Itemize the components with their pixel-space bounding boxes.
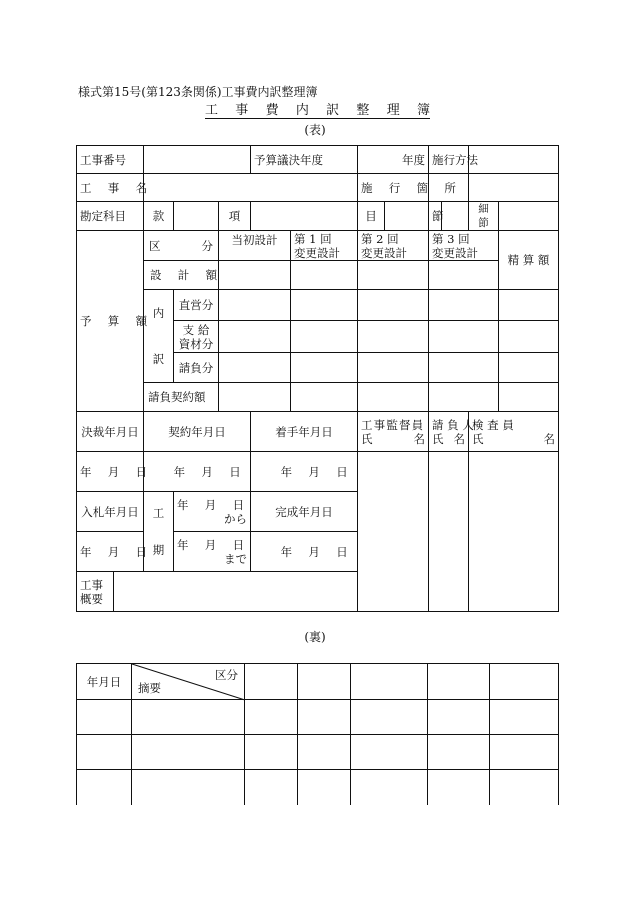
label-moku: 目: [358, 202, 385, 231]
value-kessai-date[interactable]: 年 月 日: [77, 452, 144, 492]
value-koji-bango[interactable]: [144, 146, 251, 174]
value-chokuei-h2[interactable]: [358, 290, 429, 321]
back-cell[interactable]: [428, 735, 490, 770]
back-cell[interactable]: [245, 770, 298, 805]
koki-start-ymd: 年 月 日: [177, 497, 251, 512]
label-yosan-gaku: 予 算 額: [77, 231, 144, 412]
label-kansei-date: 完成年月日: [251, 492, 358, 532]
back-cell[interactable]: [490, 700, 559, 735]
kantoku-line1: 工事監督員: [361, 417, 425, 432]
value-seko-hoho[interactable]: [469, 146, 559, 174]
value-shikyu-h3[interactable]: [429, 320, 499, 353]
value-kan[interactable]: [174, 202, 219, 231]
back-side-label: (裏): [304, 630, 326, 644]
back-cell[interactable]: [132, 770, 245, 805]
back-cell[interactable]: [490, 735, 559, 770]
value-ukeoi-tosho[interactable]: [219, 353, 291, 383]
label-ukeoinin: [429, 412, 474, 452]
label-kubun: [144, 231, 219, 261]
label-ko: 項: [219, 202, 251, 231]
label-seko-kasho: 施 行 箇 所: [358, 174, 429, 202]
label-koki: [144, 492, 174, 572]
label-kan: 款: [144, 202, 174, 231]
back-cell[interactable]: [245, 700, 298, 735]
label-ku: 区: [149, 238, 161, 253]
label-kubun-tekiyo: [132, 664, 245, 700]
label-chokuei: 直営分: [174, 290, 219, 321]
label-nyusatsu-date: 入札年月日: [77, 492, 144, 532]
value-shikyu-h2[interactable]: [358, 320, 429, 353]
label-shikyu: [174, 320, 219, 353]
back-cell[interactable]: [490, 770, 559, 805]
label-kanjo-kamoku: 勘定科目: [77, 202, 144, 231]
value-moku[interactable]: [385, 202, 429, 231]
form-number: 様式第15号(第123条関係)工事費内訳整理簿: [78, 85, 318, 99]
label-setsu: 節: [429, 202, 442, 231]
value-keiyaku-h2[interactable]: [358, 383, 429, 412]
value-shikyu-h1[interactable]: [291, 320, 358, 353]
back-form-table: [76, 663, 559, 805]
label-kantoku: [358, 412, 429, 452]
back-cell[interactable]: [428, 770, 490, 805]
value-sekkei-tosho[interactable]: [219, 261, 291, 290]
value-koki-end[interactable]: [174, 532, 251, 572]
label-ukeoi-keiyaku: 請負契約額: [144, 383, 219, 412]
value-chokuei-seisan[interactable]: [499, 290, 559, 321]
back-header-cell[interactable]: [428, 664, 490, 700]
ukeoinin-line2: 氏 名: [432, 431, 466, 446]
label-koji-mei: 工 事 名: [77, 174, 144, 202]
value-koji-mei[interactable]: [144, 174, 358, 202]
value-keiyaku-date[interactable]: 年 月 日: [144, 452, 251, 492]
henko1-line1: 第 1 回: [294, 232, 332, 246]
kensa-line1: 検 査 員: [472, 417, 514, 432]
back-cell[interactable]: [351, 700, 428, 735]
value-kensa[interactable]: [469, 452, 559, 612]
value-shikyu-tosho[interactable]: [219, 320, 291, 353]
front-side-label: (表): [304, 123, 326, 137]
label-uchi: 内: [152, 306, 165, 320]
value-nyusatsu-date[interactable]: 年 月 日: [77, 532, 144, 572]
label-ko-ki2: 期: [152, 543, 165, 557]
henko3-line2: 変更設計: [432, 246, 479, 260]
shikyu-line1: 支 給: [182, 322, 210, 337]
label-saisetsu: 細節: [469, 202, 499, 231]
gaiyo-line1: 工事: [80, 577, 103, 592]
value-setsu[interactable]: [442, 202, 469, 231]
label-gaiyo: [77, 572, 114, 612]
label-henko1: [291, 231, 358, 261]
value-keiyaku-seisan[interactable]: [499, 383, 559, 412]
henko2-line1: 第 2 回: [361, 232, 399, 246]
koki-end-ymd: 年 月 日: [177, 537, 251, 552]
label-chakushu-date: 着手年月日: [251, 412, 358, 452]
back-header-cell[interactable]: [490, 664, 559, 700]
back-cell[interactable]: [298, 770, 351, 805]
henko3-line1: 第 3 回: [432, 232, 470, 246]
value-gaiyo[interactable]: [114, 572, 358, 612]
value-ukeoi-h2[interactable]: [358, 353, 429, 383]
back-header-cell[interactable]: [298, 664, 351, 700]
value-keiyaku-tosho[interactable]: [219, 383, 291, 412]
label-henko2: [358, 231, 429, 261]
value-ko[interactable]: [251, 202, 358, 231]
value-chokuei-h1[interactable]: [291, 290, 358, 321]
back-cell[interactable]: [351, 770, 428, 805]
value-shikyu-seisan[interactable]: [499, 320, 559, 353]
back-header-cell[interactable]: [351, 664, 428, 700]
kantoku-line2: 氏 名: [361, 431, 426, 446]
shikyu-line2: 資材分: [178, 336, 214, 351]
label-kessai-date: 決裁年月日: [77, 412, 144, 452]
koki-made: まで: [224, 551, 248, 566]
back-cell[interactable]: [77, 735, 132, 770]
label-ko-ki1: 工: [152, 506, 165, 520]
page-title: 工事費内訳整理簿: [205, 103, 430, 118]
front-form-table: [76, 145, 559, 612]
label-uchiwake: [144, 290, 174, 383]
back-cell[interactable]: [298, 700, 351, 735]
label-yosan-giketsu-nendo: 予算議決年度: [251, 146, 358, 174]
label-ukeoi: 請負分: [174, 353, 219, 383]
label-keiyaku-date: 契約年月日: [144, 412, 251, 452]
back-cell[interactable]: [132, 735, 245, 770]
ukeoinin-line1: 請 負 人: [432, 417, 474, 432]
value-chakushu-date[interactable]: 年 月 日: [251, 452, 358, 492]
back-cell[interactable]: [132, 700, 245, 735]
label-kubun-back: 区分: [215, 668, 238, 682]
koki-kara: から: [224, 511, 248, 526]
label-seko-hoho: 施行方法: [429, 146, 469, 174]
label-bun: 分: [201, 238, 213, 253]
value-keiyaku-h1[interactable]: [291, 383, 358, 412]
value-ukeoinin[interactable]: [429, 452, 469, 612]
value-chokuei-tosho[interactable]: [219, 290, 291, 321]
value-kantoku[interactable]: [358, 452, 429, 612]
value-chokuei-h3[interactable]: [429, 290, 499, 321]
value-nendo[interactable]: 年度: [358, 146, 429, 174]
value-kansei-date[interactable]: 年 月 日: [251, 532, 358, 572]
value-koki-start[interactable]: [174, 492, 251, 532]
value-sekkei-h1[interactable]: [291, 261, 358, 290]
label-seisan-gaku: 精 算 額: [499, 231, 559, 290]
back-cell[interactable]: [77, 700, 132, 735]
back-cell[interactable]: [298, 735, 351, 770]
value-seko-kasho-2[interactable]: [469, 174, 559, 202]
gaiyo-line2: 概要: [80, 591, 103, 606]
value-ukeoi-seisan[interactable]: [499, 353, 559, 383]
back-cell[interactable]: [245, 735, 298, 770]
label-kensa: [469, 412, 559, 452]
value-ukeoi-h3[interactable]: [429, 353, 499, 383]
label-tekiyo: 摘要: [138, 681, 161, 695]
label-tosho-sekkei: 当初設計: [219, 231, 291, 261]
label-koji-bango: 工事番号: [77, 146, 144, 174]
label-henko3: [429, 231, 499, 261]
henko1-line2: 変更設計: [294, 246, 341, 260]
back-cell[interactable]: [351, 735, 428, 770]
value-sekkei-h3[interactable]: [429, 261, 499, 290]
kensa-line2: 氏 名: [472, 431, 556, 446]
back-cell[interactable]: [428, 700, 490, 735]
back-header-cell[interactable]: [245, 664, 298, 700]
value-keiyaku-h3[interactable]: [429, 383, 499, 412]
henko2-line2: 変更設計: [361, 246, 408, 260]
back-cell[interactable]: [77, 770, 132, 805]
label-sekkei-gaku: 設 計 額: [144, 261, 219, 290]
value-saisetsu[interactable]: [499, 202, 559, 231]
value-ukeoi-h1[interactable]: [291, 353, 358, 383]
label-nengappi: 年月日: [77, 664, 132, 700]
value-sekkei-h2[interactable]: [358, 261, 429, 290]
label-wake: 訳: [152, 352, 165, 366]
